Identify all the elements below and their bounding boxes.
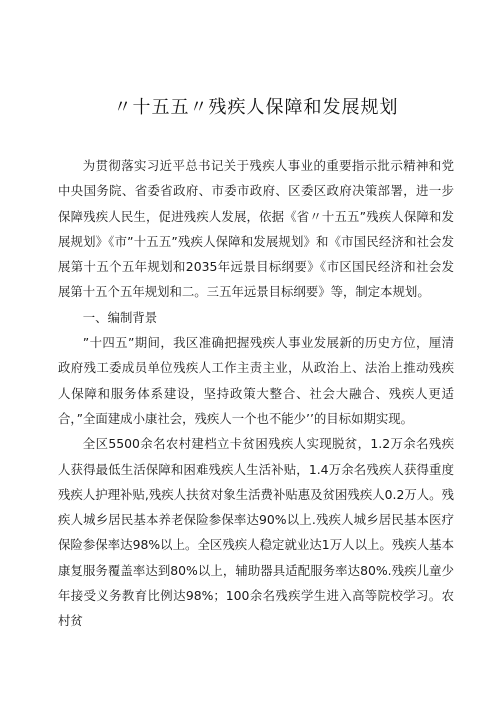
intro-paragraph: 为贯彻落实习近平总书记关于残疾人事业的重要指示批示精神和党中央国务院、省委省政府、市委市政府、区委区政府决策部署，进一步保障残疾人民生，促进残疾人发展，依据《省〃十五五”残疾人保障和发展规划》《市”十五五”残疾人保障和发展规划》和《市国民经济和社会发展第十五个五年规划和2035年远景目标纲要》《市区国民经济和社会发展第十五个五年规划和二。三五年远景目标纲要》等，制定本规划。: [58, 158, 454, 300]
document-title: 〃十五五〃残疾人保障和发展规划: [113, 97, 399, 118]
background-paragraph: ”十四五”期间，我区准确把握残疾人事业发展新的历史方位，厘清政府残工委成员单位残疾人工作主责主业，从政治上、法治上推动残疾人保障和服务体系建设，坚持政策大整合、社会大融合、残疾人更适合，”全面建成小康社会，残疾人一个也不能少’’的目标如期实现。: [58, 335, 454, 426]
section-heading: 一、编制背景: [82, 309, 158, 325]
document-body: [58, 153, 454, 634]
statistics-paragraph: 全区5500余名农村建档立卡贫困残疾人实现脱贫，1.2万余名残疾人获得最低生活保障和困难残疾人生活补贴，1.4万余名残疾人获得重度残疾人护理补贴,残疾人扶贫对象生活费补贴惠及贫困残疾人0.2万人。残疾人城乡居民基本养老保险参保率达90%以上.残疾人城乡居民基本医疗保险参保率达98%以上。全区残疾人稳定就业达1万人以上。残疾人基本康复服务覆盖率达到80%以上，辅助器具适配服务率达80%.残疾儿童少年接受义务教育比例达98%；100余名残疾学生进入高等院校学习。农村贫: [58, 436, 454, 629]
